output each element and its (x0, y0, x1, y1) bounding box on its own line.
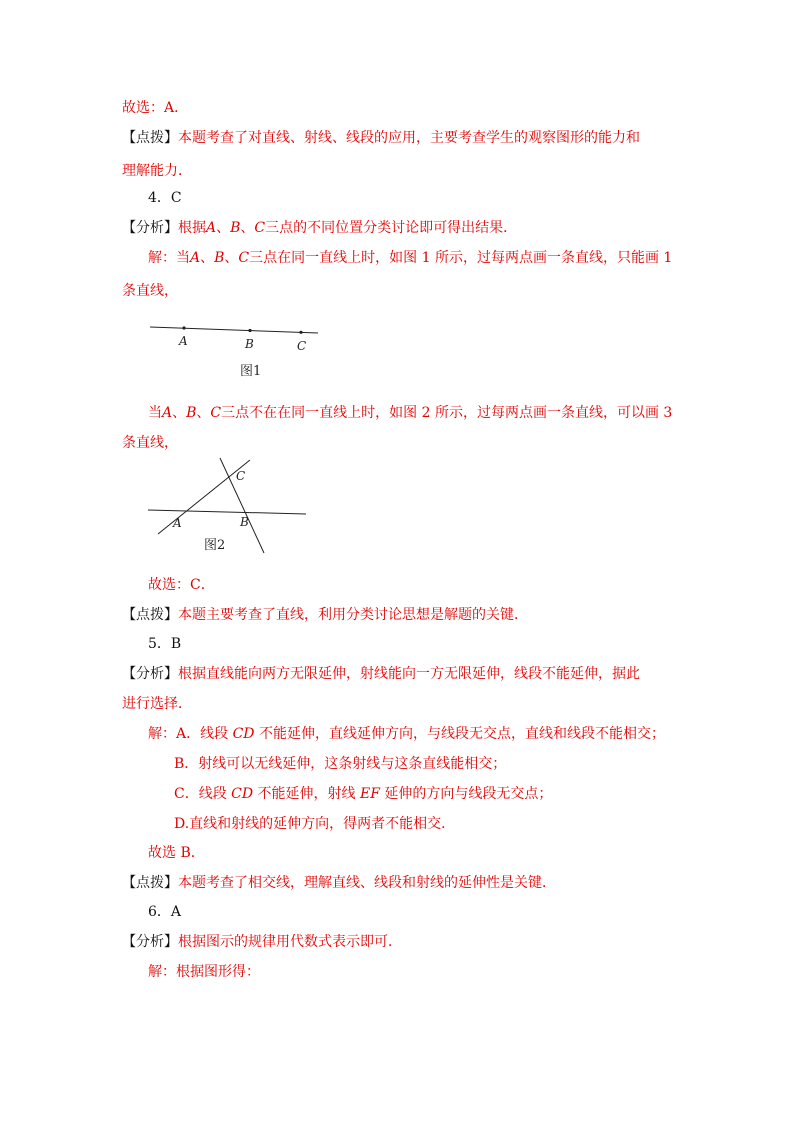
answer-line-4 (148, 575, 688, 595)
segment-cd: CD (231, 786, 254, 802)
solution-line-4 (148, 248, 688, 268)
solution-text: 三点不在在同一直线上时，如图 2 所示，过每两点画一条直线，可以画 3 (221, 405, 673, 421)
fig1-label-a: A (179, 334, 188, 348)
solution-line-6 (148, 962, 688, 982)
fig1-point-c-dot (299, 331, 302, 334)
sep: 、 (216, 220, 231, 236)
q4-answer: 4．C (148, 190, 182, 206)
solution-text: C．线段 (174, 786, 232, 802)
q6-answer: 6．A (148, 904, 182, 920)
analysis-line-5-cont (122, 694, 688, 714)
tip-line-1 (122, 128, 688, 148)
solution-line-4b-cont (122, 433, 688, 453)
tip-label: 【点拨】 (122, 130, 178, 146)
analysis-text: 根据直线能向两方无限延伸，射线能向一方无限延伸，线段不能延伸，据此 (178, 666, 640, 682)
analysis-label: 【分析】 (122, 934, 178, 950)
solution-line-5a (148, 724, 688, 744)
solution-text: 延伸的方向与线段无交点； (379, 786, 553, 802)
analysis-label: 【分析】 (122, 220, 178, 236)
solution-text: 解：当 (148, 250, 190, 266)
solution-line-4-cont (122, 281, 688, 301)
solution-text: 解：根据图形得： (148, 964, 260, 980)
solution-text: B．射线可以无线延伸，这条射线与这条直线能相交； (174, 756, 507, 772)
sep: 、 (200, 250, 215, 266)
solution-line-5d (174, 814, 688, 834)
answer-line-1 (122, 98, 688, 118)
answer-text: 故选 B． (148, 845, 205, 861)
analysis-line-5 (122, 664, 688, 684)
point-a: A (190, 250, 201, 266)
fig2-label-a: A (173, 516, 182, 530)
answer-text: 故选：A． (122, 100, 189, 116)
solution-text: 三点在同一直线上时，如图 1 所示，过每两点画一条直线，只能画 1 (249, 250, 673, 266)
figure-2 (148, 456, 318, 556)
analysis-text: 根据图示的规律用代数式表示即可． (178, 934, 402, 950)
solution-text-cont: 条直线， (122, 435, 178, 451)
analysis-text-cont: 进行选择． (122, 696, 192, 712)
point-c: C (254, 220, 266, 236)
fig1-label-b: B (245, 337, 254, 351)
solution-text: 解：A．线段 (148, 726, 233, 742)
fig2-caption: 图2 (204, 538, 226, 553)
sep: 、 (224, 250, 239, 266)
fig2-label-b: B (240, 515, 249, 529)
sep: 、 (196, 405, 211, 421)
solution-text: 不能延伸，射线 (253, 786, 361, 802)
solution-text: D.直线和射线的延伸方向，得两者不能相交． (174, 816, 456, 832)
solution-text: 不能延伸，直线延伸方向，与线段无交点，直线和线段不能相交； (254, 726, 665, 742)
solution-line-5b (174, 754, 688, 774)
question-5-number (148, 634, 688, 654)
sep: 、 (172, 405, 187, 421)
ray-ef: EF (360, 786, 380, 802)
fig1-line (150, 327, 318, 333)
tip-text-cont: 理解能力． (122, 163, 192, 179)
solution-line-4b (148, 403, 688, 423)
point-c: C (210, 405, 222, 421)
tip-line-5 (122, 873, 688, 893)
tip-line-1-cont (122, 161, 688, 181)
fig1-point-a-dot (182, 326, 185, 329)
q5-answer: 5．B (148, 636, 182, 652)
tip-label: 【点拨】 (122, 607, 178, 623)
fig2-line-ab (148, 510, 306, 514)
point-a: A (162, 405, 173, 421)
fig1-caption: 图1 (240, 364, 262, 379)
tip-text: 本题考查了对直线、射线、线段的应用，主要考查学生的观察图形的能力和 (178, 130, 640, 146)
answer-text: 故选：C． (148, 577, 215, 593)
analysis-line-4 (122, 218, 688, 238)
analysis-label: 【分析】 (122, 666, 178, 682)
analysis-line-6 (122, 932, 688, 952)
sep: 、 (240, 220, 255, 236)
solution-text-cont: 条直线， (122, 283, 178, 299)
point-c: C (238, 250, 250, 266)
tip-line-4 (122, 605, 688, 625)
question-6-number (148, 902, 688, 922)
tip-label: 【点拨】 (122, 875, 178, 891)
analysis-text: 三点的不同位置分类讨论即可得出结果． (265, 220, 518, 236)
point-b: B (214, 250, 225, 266)
tip-text: 本题考查了相交线，理解直线、线段和射线的延伸性是关键． (178, 875, 556, 891)
question-4-number (148, 188, 688, 208)
fig1-label-c: C (297, 339, 307, 353)
point-b: B (230, 220, 241, 236)
analysis-text: 根据 (178, 220, 206, 236)
solution-line-5c (174, 784, 688, 804)
segment-cd: CD (232, 726, 255, 742)
solution-text: 当 (148, 405, 162, 421)
figure-1 (148, 320, 328, 380)
point-a: A (206, 220, 217, 236)
fig2-label-c: C (236, 469, 246, 483)
point-b: B (186, 405, 197, 421)
tip-text: 本题主要考查了直线，利用分类讨论思想是解题的关键． (178, 607, 528, 623)
answer-line-5 (148, 843, 688, 863)
fig1-point-b-dot (248, 329, 251, 332)
